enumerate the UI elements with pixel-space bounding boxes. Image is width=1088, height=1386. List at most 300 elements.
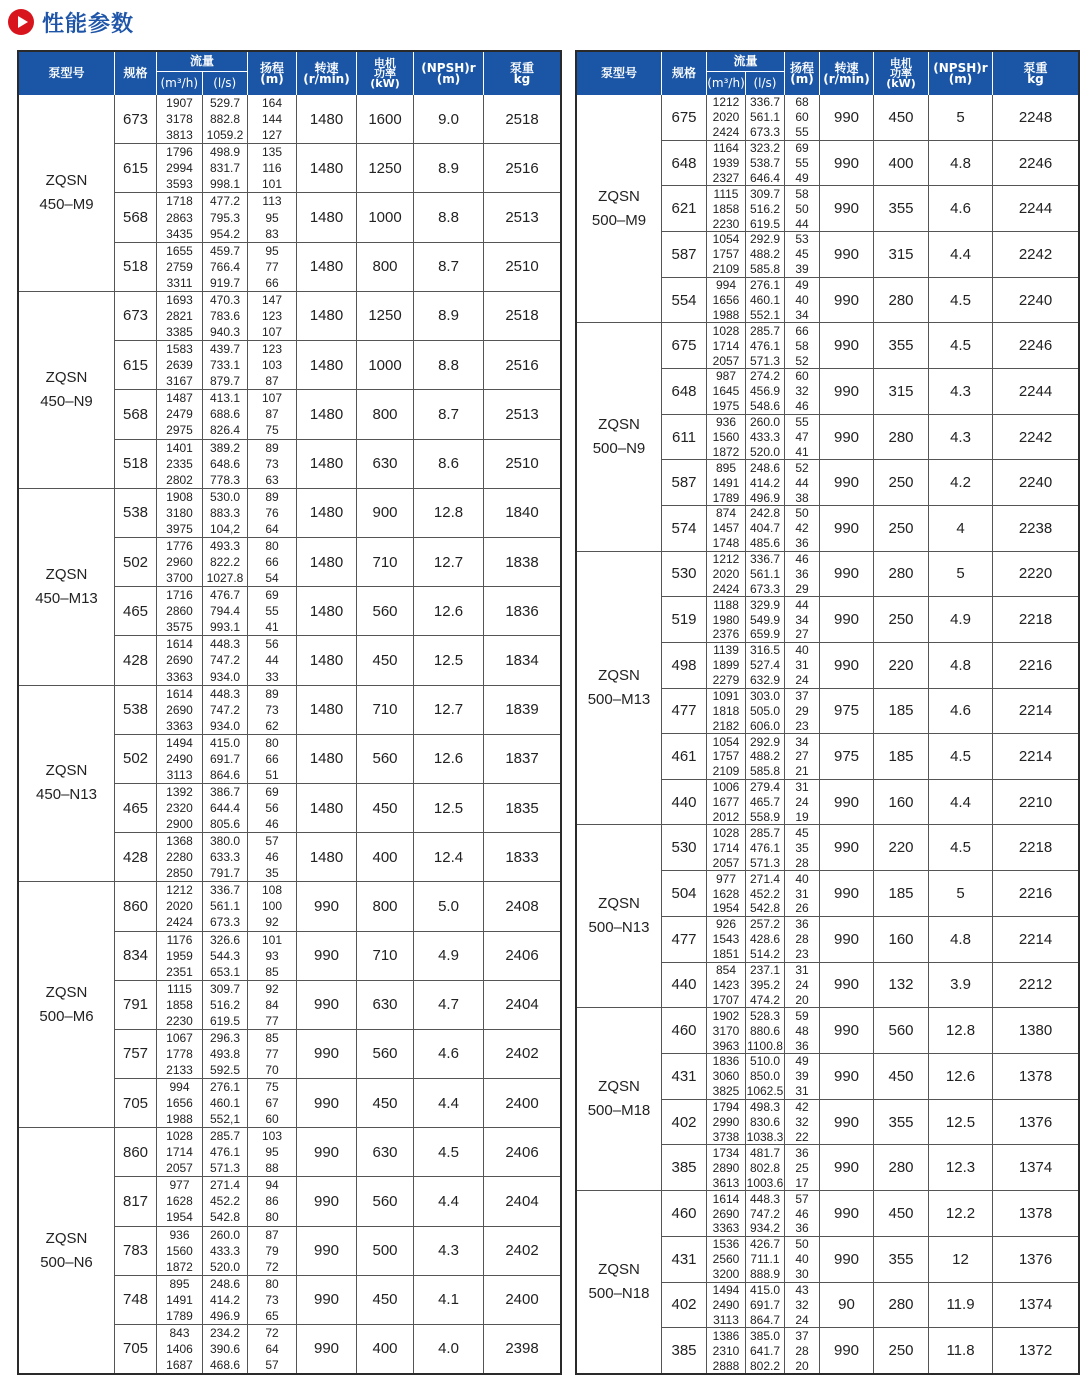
flow-ls-cell-value: 104,2 xyxy=(209,521,241,536)
flow-ls-cell-value: 954.2 xyxy=(209,226,241,241)
flow-m3h-cell-value: 1714 xyxy=(712,338,740,353)
head-cell-value: 57 xyxy=(795,1191,809,1206)
flow-ls-cell-value: 747.2 xyxy=(749,1206,781,1221)
weight-cell: 1372 xyxy=(1018,1342,1053,1360)
flow-ls-cell-value: 633.3 xyxy=(209,850,241,865)
table-row xyxy=(115,389,560,438)
speed-cell: 990 xyxy=(820,506,874,551)
flow-ls-cell-value: 883.3 xyxy=(209,505,241,520)
flow-m3h-cell-value: 1734 xyxy=(712,1145,740,1160)
weight-cell: 1374 xyxy=(1018,1159,1053,1177)
spec-cell: 428 xyxy=(115,833,157,881)
power-cell: 500 xyxy=(357,1227,414,1275)
weight-cell: 1834 xyxy=(505,651,539,669)
npsh-cell: 4.0 xyxy=(414,1325,484,1373)
flow-m3h-cell xyxy=(707,1100,746,1145)
flow-m3h-cell-value: 895 xyxy=(169,1276,190,1291)
weight-cell: 2402 xyxy=(505,1045,539,1063)
head-cell-value: 37 xyxy=(795,688,809,703)
head-cell xyxy=(785,506,820,551)
head-cell xyxy=(785,278,820,323)
header-flow xyxy=(707,52,785,95)
power-cell: 280 xyxy=(874,1283,929,1328)
weight-cell: 2510 xyxy=(505,258,539,276)
weight-cell: 2408 xyxy=(505,897,539,915)
power-cell: 185 xyxy=(874,871,929,916)
spec-cell: 834 xyxy=(115,932,157,980)
table-row xyxy=(115,832,560,881)
flow-m3h-cell-value: 1401 xyxy=(166,440,193,455)
head-cell-value: 107 xyxy=(261,391,283,406)
head-cell xyxy=(785,871,820,916)
head-cell-value: 49 xyxy=(795,170,809,185)
flow-m3h-cell-value: 2057 xyxy=(712,353,740,368)
flow-m3h-cell-value: 2560 xyxy=(712,1252,740,1267)
spec-cell: 477 xyxy=(662,689,707,734)
flow-m3h-cell xyxy=(707,552,746,597)
flow-m3h-cell-value: 1776 xyxy=(166,538,193,553)
flow-ls-cell-value: 414.2 xyxy=(209,1292,241,1307)
flow-m3h-cell-value: 1212 xyxy=(166,883,193,898)
npsh-cell: 4.5 xyxy=(929,734,993,779)
flow-ls-cell-value: 795.3 xyxy=(209,210,241,225)
flow-ls-cell-value: 498.9 xyxy=(209,145,241,160)
head-cell-value: 72 xyxy=(265,1259,279,1274)
head-cell xyxy=(248,981,297,1029)
flow-ls-cell-value: 619.5 xyxy=(749,216,781,231)
spec-cell: 385 xyxy=(662,1145,707,1190)
power-cell: 450 xyxy=(874,95,929,140)
head-cell-value: 38 xyxy=(795,490,809,505)
flow-ls-cell-value: 470.3 xyxy=(209,292,241,307)
flow-m3h-cell xyxy=(157,341,203,389)
spec-cell: 431 xyxy=(662,1237,707,1282)
head-cell xyxy=(248,1276,297,1324)
header-pump-model: 泵型号 xyxy=(577,52,662,95)
npsh-cell: 4.5 xyxy=(929,825,993,870)
flow-m3h-cell-value: 1543 xyxy=(712,932,740,947)
spec-cell: 431 xyxy=(662,1054,707,1099)
flow-ls-cell-value: 822.2 xyxy=(209,555,241,570)
head-cell-value: 64 xyxy=(265,521,279,536)
head-cell-value: 53 xyxy=(795,232,809,247)
npsh-cell: 12.8 xyxy=(929,1008,993,1053)
npsh-cell: 8.9 xyxy=(414,292,484,340)
npsh-cell: 12.5 xyxy=(414,636,484,684)
flow-ls-cell-value: 802.8 xyxy=(749,1160,781,1175)
flow-ls-cell-value: 234.2 xyxy=(209,1325,241,1340)
flow-ls-cell-value: 448.3 xyxy=(209,637,241,652)
flow-ls-cell-value: 571.3 xyxy=(209,1161,241,1176)
speed-cell: 1480 xyxy=(297,292,357,340)
table-row xyxy=(115,1029,560,1078)
head-cell-value: 92 xyxy=(265,981,279,996)
power-cell: 220 xyxy=(874,643,929,688)
weight-cell: 2400 xyxy=(505,1291,539,1309)
weight-cell: 1838 xyxy=(505,553,539,571)
header-flow-units xyxy=(707,72,784,95)
head-cell-value: 24 xyxy=(795,795,809,810)
flow-m3h-cell xyxy=(157,981,203,1029)
flow-ls-cell xyxy=(746,780,785,825)
head-cell-value: 41 xyxy=(795,444,809,459)
flow-m3h-cell-value: 1789 xyxy=(712,490,740,505)
model-name: ZQSN 500–M13 xyxy=(577,552,662,825)
flow-m3h-cell-value: 2133 xyxy=(166,1062,193,1077)
model-rows xyxy=(662,825,1078,1007)
table-row xyxy=(662,185,1078,231)
head-cell xyxy=(785,689,820,734)
weight-cell: 2242 xyxy=(1018,245,1053,263)
flow-m3h-cell xyxy=(707,643,746,688)
flow-ls-cell-value: 632.9 xyxy=(749,673,781,688)
head-cell-value: 24 xyxy=(795,673,809,688)
flow-m3h-cell xyxy=(157,1079,203,1127)
weight-cell: 2214 xyxy=(1018,702,1053,720)
speed-cell: 1480 xyxy=(297,538,357,586)
flow-ls-cell-value: 448.3 xyxy=(209,686,241,701)
head-cell-value: 80 xyxy=(265,538,279,553)
flow-ls-cell-value: 1003.6 xyxy=(746,1175,784,1190)
speed-cell: 1480 xyxy=(297,489,357,537)
flow-ls-cell xyxy=(203,489,248,537)
head-cell-value: 45 xyxy=(795,247,809,262)
flow-ls-cell xyxy=(746,1008,785,1053)
flow-ls-cell-value: 542.8 xyxy=(749,901,781,916)
head-cell xyxy=(248,587,297,635)
head-cell xyxy=(785,1328,820,1373)
weight-cell: 2244 xyxy=(1018,200,1053,218)
flow-m3h-cell xyxy=(707,1054,746,1099)
flow-m3h-cell-value: 1858 xyxy=(166,997,193,1012)
head-cell xyxy=(785,780,820,825)
head-cell-value: 24 xyxy=(795,977,809,992)
flow-ls-cell-value: 510.0 xyxy=(749,1054,781,1069)
flow-m3h-cell-value: 1457 xyxy=(712,521,740,536)
head-cell xyxy=(248,489,297,537)
flow-ls-cell xyxy=(746,1283,785,1328)
flow-m3h-cell-value: 874 xyxy=(715,506,737,521)
spec-cell: 615 xyxy=(115,341,157,389)
head-cell-value: 40 xyxy=(795,293,809,308)
flow-m3h-cell-value: 3575 xyxy=(166,620,193,635)
speed-cell: 990 xyxy=(820,1237,874,1282)
head-cell-value: 108 xyxy=(261,883,283,898)
performance-table-left xyxy=(17,50,562,1375)
spec-cell: 648 xyxy=(662,369,707,414)
flow-ls-cell-value: 476.1 xyxy=(749,338,781,353)
flow-m3h-cell-value: 1614 xyxy=(166,637,193,652)
power-cell: 250 xyxy=(874,506,929,551)
flow-m3h-cell xyxy=(157,932,203,980)
spec-cell: 675 xyxy=(662,95,707,140)
header-pump-model: 泵型号 xyxy=(19,52,115,95)
flow-m3h-cell-value: 1939 xyxy=(712,156,740,170)
flow-m3h-cell-value: 1899 xyxy=(712,658,740,673)
speed-cell: 990 xyxy=(820,825,874,870)
table-row xyxy=(662,962,1078,1008)
head-cell xyxy=(248,735,297,783)
table-row xyxy=(662,825,1078,870)
spec-cell: 460 xyxy=(662,1191,707,1236)
head-cell xyxy=(248,538,297,586)
flow-ls-cell-value: 644.4 xyxy=(209,801,241,816)
flow-ls-cell-value: 260.0 xyxy=(209,1227,241,1242)
head-cell-value: 58 xyxy=(795,186,809,201)
flow-m3h-cell-value: 994 xyxy=(169,1080,190,1095)
flow-m3h-cell-value: 3700 xyxy=(166,571,193,586)
npsh-cell: 12.8 xyxy=(414,489,484,537)
spec-cell: 518 xyxy=(115,243,157,291)
weight-cell: 2244 xyxy=(1018,382,1053,400)
head-cell xyxy=(248,636,297,684)
flow-m3h-cell xyxy=(707,1237,746,1282)
table-row xyxy=(662,733,1078,779)
flow-ls-cell-value: 395.2 xyxy=(749,977,781,992)
model-rows xyxy=(662,1191,1078,1373)
model-name: ZQSN 500–N9 xyxy=(577,323,662,550)
weight-cell: 1836 xyxy=(505,602,539,620)
flow-ls-cell-value: 552.1 xyxy=(749,307,781,322)
head-cell xyxy=(785,825,820,870)
flow-ls-cell-value: 919.7 xyxy=(209,275,241,290)
head-cell-value: 88 xyxy=(265,1161,279,1176)
model-rows xyxy=(662,552,1078,825)
flow-m3h-cell-value: 1054 xyxy=(712,232,740,247)
head-cell xyxy=(785,917,820,962)
flow-ls-cell-value: 864.6 xyxy=(209,767,241,782)
flow-m3h-cell-value: 1628 xyxy=(712,886,740,901)
flow-m3h-cell xyxy=(157,292,203,340)
weight-cell: 2516 xyxy=(505,356,539,374)
head-cell-value: 32 xyxy=(795,1297,809,1312)
spec-cell: 538 xyxy=(115,489,157,537)
head-cell xyxy=(785,597,820,642)
flow-ls-cell-value: 783.6 xyxy=(209,308,241,323)
flow-m3h-cell-value: 1645 xyxy=(712,384,740,399)
weight-cell: 2218 xyxy=(1018,839,1053,857)
npsh-cell: 4.5 xyxy=(929,278,993,323)
flow-m3h-cell-value: 2890 xyxy=(712,1160,740,1175)
flow-ls-cell-value: 428.6 xyxy=(749,932,781,947)
flow-ls-cell xyxy=(746,871,785,916)
flow-m3h-cell-value: 1614 xyxy=(712,1191,740,1206)
flow-ls-cell-value: 276.1 xyxy=(749,278,781,293)
flow-m3h-cell xyxy=(157,636,203,684)
head-cell-value: 36 xyxy=(795,917,809,932)
head-cell-value: 28 xyxy=(795,855,809,870)
flow-ls-cell-value: 561.1 xyxy=(749,566,781,581)
speed-cell: 990 xyxy=(820,1008,874,1053)
npsh-cell: 4.3 xyxy=(414,1227,484,1275)
flow-ls-cell xyxy=(203,144,248,192)
head-cell-value: 44 xyxy=(265,653,279,668)
weight-cell: 2220 xyxy=(1018,565,1053,583)
weight-cell: 2516 xyxy=(505,159,539,177)
head-cell xyxy=(785,1191,820,1236)
head-cell-value: 66 xyxy=(265,751,279,766)
power-cell: 355 xyxy=(874,1237,929,1282)
model-rows xyxy=(115,1128,560,1373)
speed-cell: 1480 xyxy=(297,735,357,783)
speed-cell: 990 xyxy=(820,871,874,916)
head-cell xyxy=(248,686,297,734)
weight-cell: 2402 xyxy=(505,1242,539,1260)
head-cell-value: 55 xyxy=(795,156,809,170)
flow-ls-cell-value: 794.4 xyxy=(209,604,241,619)
flow-m3h-cell xyxy=(707,1328,746,1373)
head-cell-value: 31 xyxy=(795,1084,809,1099)
head-cell-value: 22 xyxy=(795,1130,809,1144)
spec-cell: 428 xyxy=(115,636,157,684)
spec-cell: 402 xyxy=(662,1100,707,1145)
head-cell-value: 46 xyxy=(265,850,279,865)
power-cell: 630 xyxy=(357,981,414,1029)
flow-m3h-cell-value: 1067 xyxy=(166,1030,193,1045)
flow-m3h-cell xyxy=(157,1128,203,1176)
head-cell-value: 56 xyxy=(265,637,279,652)
weight-cell: 1839 xyxy=(505,701,539,719)
table-row xyxy=(662,277,1078,323)
speed-cell: 990 xyxy=(820,597,874,642)
play-circle-icon xyxy=(8,9,34,35)
flow-ls-cell-value: 1027.8 xyxy=(206,571,244,586)
flow-ls-cell-value: 456.9 xyxy=(749,384,781,399)
model-group xyxy=(577,1190,1078,1373)
flow-m3h-cell xyxy=(707,506,746,551)
flow-m3h-cell-value: 2759 xyxy=(166,259,193,274)
flow-m3h-cell-value: 2057 xyxy=(712,855,740,870)
flow-ls-cell-value: 415.0 xyxy=(209,735,241,750)
flow-m3h-cell-value: 2900 xyxy=(166,817,193,832)
spec-cell: 502 xyxy=(115,735,157,783)
flow-ls-cell xyxy=(746,415,785,460)
table-body xyxy=(19,95,560,1373)
flow-ls-cell-value: 496.9 xyxy=(209,1308,241,1323)
head-cell xyxy=(248,882,297,930)
speed-cell: 1480 xyxy=(297,341,357,389)
head-cell-value: 41 xyxy=(265,620,279,635)
weight-cell: 2404 xyxy=(505,1192,539,1210)
flow-ls-cell-value: 791.7 xyxy=(209,866,241,881)
flow-ls-cell xyxy=(746,1100,785,1145)
flow-ls-cell xyxy=(203,341,248,389)
power-cell: 160 xyxy=(874,780,929,825)
head-cell xyxy=(785,1283,820,1328)
header-speed: 转速 (r/min) xyxy=(297,52,357,95)
flow-ls-cell-value: 648.6 xyxy=(209,456,241,471)
flow-m3h-cell xyxy=(157,193,203,241)
header-weight: 泵重 kg xyxy=(484,52,560,95)
npsh-cell: 4.4 xyxy=(929,232,993,277)
head-cell-value: 43 xyxy=(795,1283,809,1298)
flow-m3h-cell-value: 1693 xyxy=(166,292,193,307)
head-cell-value: 52 xyxy=(795,460,809,475)
spec-cell: 530 xyxy=(662,825,707,870)
flow-ls-cell xyxy=(203,1177,248,1225)
flow-ls-cell-value: 476.7 xyxy=(209,588,241,603)
flow-ls-cell xyxy=(203,243,248,291)
header-power: 电机 功率 (kW) xyxy=(874,52,929,95)
flow-m3h-cell xyxy=(707,1283,746,1328)
flow-m3h-cell-value: 3363 xyxy=(166,718,193,733)
flow-m3h-cell-value: 2975 xyxy=(166,423,193,438)
head-cell-value: 67 xyxy=(265,1096,279,1111)
flow-ls-cell-value: 592.5 xyxy=(209,1062,241,1077)
table-row xyxy=(662,1144,1078,1190)
flow-m3h-cell xyxy=(157,1030,203,1078)
weight-cell: 2406 xyxy=(505,947,539,965)
head-cell-value: 66 xyxy=(265,275,279,290)
flow-m3h-cell-value: 2424 xyxy=(712,581,740,596)
flow-ls-cell-value: 285.7 xyxy=(749,323,781,338)
table-row xyxy=(662,1282,1078,1328)
flow-m3h-cell-value: 2424 xyxy=(166,915,193,930)
flow-ls-cell-value: 549.9 xyxy=(749,612,781,627)
flow-m3h-cell-value: 2351 xyxy=(166,964,193,979)
flow-m3h-cell-value: 2863 xyxy=(166,210,193,225)
speed-cell: 990 xyxy=(297,1227,357,1275)
flow-ls-cell-value: 292.9 xyxy=(749,232,781,247)
flow-m3h-cell-value: 1818 xyxy=(712,703,740,718)
speed-cell: 1480 xyxy=(297,440,357,488)
weight-cell: 2238 xyxy=(1018,519,1053,537)
head-cell-value: 44 xyxy=(795,597,809,612)
head-cell-value: 60 xyxy=(795,369,809,384)
head-cell xyxy=(785,415,820,460)
head-cell-value: 57 xyxy=(265,834,279,849)
flow-ls-cell xyxy=(746,323,785,368)
head-cell-value: 123 xyxy=(261,308,283,323)
head-cell-value: 46 xyxy=(795,1206,809,1221)
flow-m3h-cell-value: 1655 xyxy=(166,243,193,258)
head-cell-value: 36 xyxy=(795,536,809,551)
speed-cell: 990 xyxy=(820,278,874,323)
flow-m3h-cell-value: 2020 xyxy=(166,899,193,914)
flow-m3h-cell-value: 1794 xyxy=(712,1100,740,1115)
flow-m3h-cell-value: 1748 xyxy=(712,536,740,551)
power-cell: 400 xyxy=(357,1325,414,1373)
head-cell-value: 39 xyxy=(795,262,809,277)
flow-m3h-cell-value: 2182 xyxy=(712,718,740,733)
flow-ls-cell xyxy=(746,917,785,962)
flow-m3h-cell-value: 2802 xyxy=(166,472,193,487)
model-rows xyxy=(662,323,1078,550)
npsh-cell: 4.3 xyxy=(929,369,993,414)
flow-m3h-cell-value: 2376 xyxy=(712,627,740,642)
flow-ls-cell-value: 433.3 xyxy=(749,430,781,444)
npsh-cell: 4.8 xyxy=(929,917,993,962)
model-name: ZQSN 450–N9 xyxy=(19,292,115,488)
head-cell-value: 28 xyxy=(795,932,809,947)
flow-m3h-cell-value: 1115 xyxy=(713,186,739,201)
head-cell-value: 94 xyxy=(265,1178,279,1193)
weight-cell: 1835 xyxy=(505,799,539,817)
npsh-cell: 8.9 xyxy=(414,144,484,192)
header-flow-m3h: (m³/h) xyxy=(707,72,746,95)
npsh-cell: 4.1 xyxy=(414,1276,484,1324)
header-npsh: (NPSH)r (m) xyxy=(929,52,993,95)
weight-cell: 2406 xyxy=(505,1143,539,1161)
flow-m3h-cell-value: 2639 xyxy=(166,358,193,373)
flow-m3h-cell-value: 3613 xyxy=(712,1175,740,1190)
spec-cell: 465 xyxy=(115,784,157,832)
speed-cell: 990 xyxy=(820,1191,874,1236)
weight-cell: 2218 xyxy=(1018,611,1053,629)
head-cell-value: 66 xyxy=(265,555,279,570)
flow-ls-cell xyxy=(746,141,785,186)
head-cell-value: 89 xyxy=(265,489,279,504)
